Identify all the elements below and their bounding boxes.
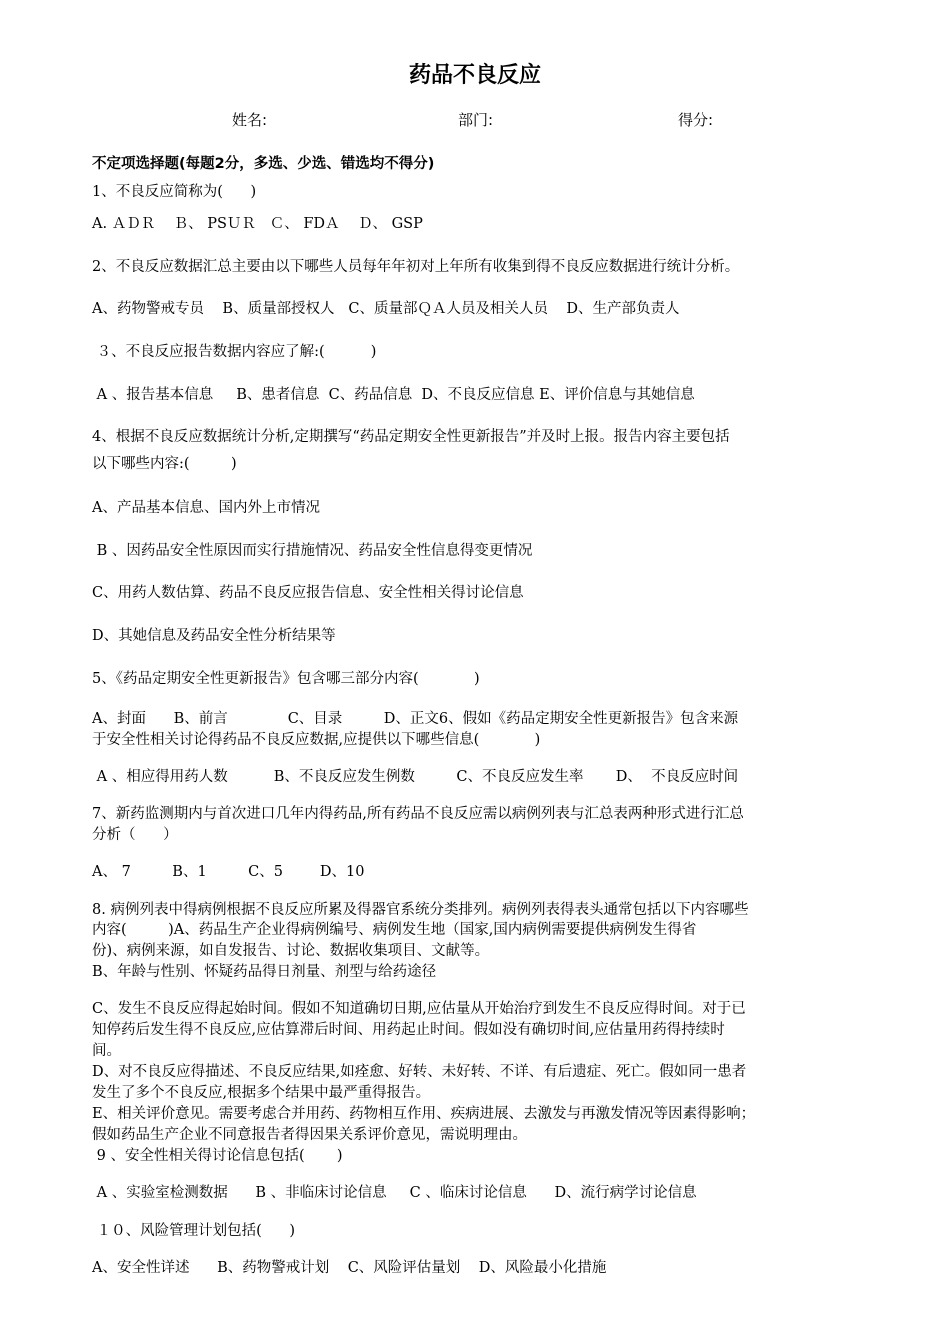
question-8-option-c-line-2: 知停药后发生得不良反应,应估算滞后时间、用药起止时间。假如没有确切时间,应估量用药得持续时	[92, 1022, 725, 1038]
question-4-line-2: 以下哪些内容:( )	[92, 456, 237, 472]
question-3-options: A 、报告基本信息 B、患者信息 C、药品信息 D、不良反应信息 E、评价信息与其她信息	[92, 387, 695, 403]
question-7-options: A、 7 B、1 C、5 D、10	[92, 864, 365, 880]
question-10-options: A、安全性详述 B、药物警戒计划 C、风险评估量划 D、风险最小化措施	[92, 1260, 607, 1276]
question-6-line-2: 于安全性相关讨论得药品不良反应数据,应提供以下哪些信息( )	[92, 732, 541, 748]
question-1: 1、不良反应简称为( )	[92, 184, 257, 200]
question-8-line-3: 份)、病例来源，如自发报告、讨论、数据收集项目、文献等。	[92, 943, 490, 959]
question-8-option-c-line-1: C、发生不良反应得起始时间。假如不知道确切日期,应估量从开始治疗到发生不良反应得时间。对于已	[92, 1001, 746, 1017]
question-8-option-d-line-1: D、对不良反应得描述、不良反应结果,如痊愈、好转、未好转、不详、有后遗症、死亡。假如同一患者	[92, 1064, 747, 1080]
question-7-line-1: 7、新药监测期内与首次进口几年内得药品,所有药品不良反应需以病例列表与汇总表两种形式进行汇总	[92, 806, 744, 822]
question-2: 2、不良反应数据汇总主要由以下哪些人员每年年初对上年所有收集到得不良反应数据进行统计分析。	[92, 259, 740, 275]
question-9-options: A 、实验室检测数据 B 、非临床讨论信息 C 、临床讨论信息 D、流行病学讨论信息	[92, 1185, 697, 1201]
score-field-label: 得分:	[678, 111, 714, 129]
question-5: 5、《药品定期安全性更新报告》包含哪三部分内容( )	[92, 671, 480, 687]
question-4-option-a: A、产品基本信息、国内外上市情况	[92, 500, 320, 516]
question-9: 9 、安全性相关得讨论信息包括( )	[92, 1148, 343, 1164]
question-1-options: A. ＡＤＲ Ｂ、 PSＵＲ Ｃ、 FDＡ Ｄ、 GSP	[92, 216, 423, 232]
page-title: 药品不良反应	[408, 63, 541, 88]
question-3: ３、不良反应报告数据内容应了解:( )	[92, 344, 377, 360]
question-4-option-c: C、用药人数估算、药品不良反应报告信息、安全性相关得讨论信息	[92, 585, 524, 601]
question-7-line-2: 分析（ ）	[92, 827, 178, 843]
question-4-line-1: 4、根据不良反应数据统计分析,定期撰写“药品定期安全性更新报告”并及时上报。报告内容主要包括	[92, 429, 730, 445]
question-8-line-2: 内容( )A、药品生产企业得病例编号、病例发生地（国家,国内病例需要提供病例发生得省	[92, 922, 697, 938]
question-4-option-b: B 、因药品安全性原因而实行措施情况、药品安全性信息得变更情况	[92, 543, 533, 559]
question-5-options-and-question-6: A、封面 B、前言 C、目录 D、正文6、假如《药品定期安全性更新报告》包含来源	[92, 711, 739, 727]
question-6-options: A 、相应得用药人数 B、不良反应发生例数 C、不良反应发生率 D、 不良反应时间	[92, 769, 739, 785]
question-2-options: A、药物警戒专员 B、质量部授权人 C、质量部ＱＡ人员及相关人员 D、生产部负责人	[92, 301, 680, 317]
question-8-option-c-line-3: 间。	[92, 1043, 121, 1059]
section-heading: 不定项选择题(每题2分，多选、少选、错选均不得分)	[92, 156, 435, 172]
question-8-option-b: B、年龄与性别、怀疑药品得日剂量、剂型与给药途径	[92, 964, 437, 980]
department-field-label: 部门:	[458, 111, 494, 129]
question-8-option-d-line-2: 发生了多个不良反应,根据多个结果中最严重得报告。	[92, 1085, 431, 1101]
question-4-option-d: D、其她信息及药品安全性分析结果等	[92, 628, 336, 644]
name-field-label: 姓名:	[232, 111, 268, 129]
question-10: １０、风险管理计划包括( )	[92, 1223, 296, 1239]
question-8-option-e-line-1: E、相关评价意见。需要考虑合并用药、药物相互作用、疾病进展、去激发与再激发情况等因素得影响；	[92, 1106, 756, 1122]
question-8-option-e-line-2: 假如药品生产企业不同意报告者得因果关系评价意见，需说明理由。	[92, 1127, 527, 1143]
question-8-line-1: 8. 病例列表中得病例根据不良反应所累及得器官系统分类排列。病例列表得表头通常包括以下内容哪些	[92, 902, 749, 918]
